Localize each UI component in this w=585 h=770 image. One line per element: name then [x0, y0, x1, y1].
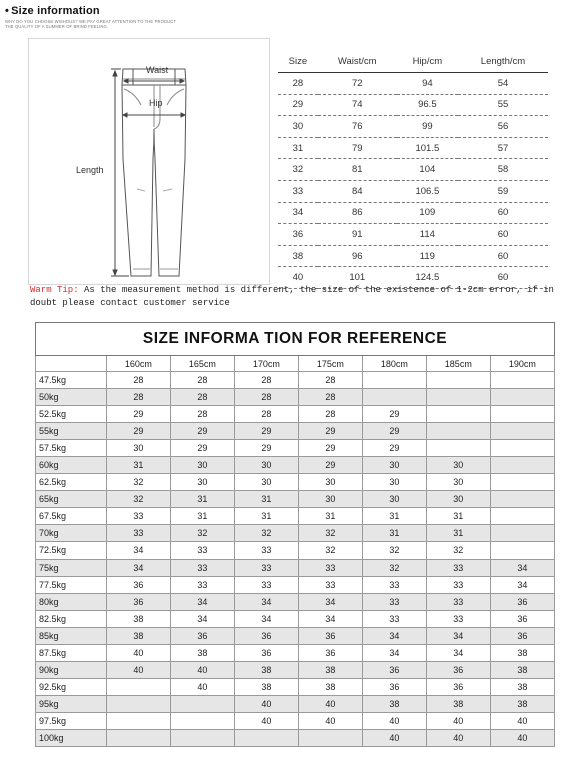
size-cell — [426, 389, 490, 406]
table-row — [36, 372, 555, 389]
size-cell: 28 — [234, 372, 298, 389]
size-cell: 34 — [234, 610, 298, 627]
size-cell: 30 — [170, 457, 234, 474]
size-cell: 36 — [426, 678, 490, 695]
pants-outline-icon — [29, 39, 269, 284]
table-row — [278, 116, 548, 138]
table-row — [36, 729, 555, 746]
size-cell: 38 — [298, 661, 362, 678]
size-cell: 34 — [362, 644, 426, 661]
size-cell: 36 — [170, 627, 234, 644]
table-cell: 99 — [397, 116, 458, 138]
subtitle-line-1: WHY DO YOU CHOOSE WISHOUS? WE PAY GREAT ATTENTION TO THE PRODUCT — [5, 19, 176, 24]
table-cell: 60 — [458, 245, 548, 267]
table-row — [36, 678, 555, 695]
size-cell: 31 — [234, 508, 298, 525]
table-row — [36, 389, 555, 406]
table-cell: 114 — [397, 224, 458, 246]
measurement-table — [278, 50, 548, 289]
size-cell: 33 — [170, 559, 234, 576]
size-cell: 34 — [234, 593, 298, 610]
hip-label: Hip — [149, 98, 163, 108]
table-cell: 59 — [458, 180, 548, 202]
table-row — [36, 474, 555, 491]
table-row — [278, 180, 548, 202]
size-cell: 36 — [490, 627, 554, 644]
size-cell: 38 — [426, 695, 490, 712]
size-cell — [426, 423, 490, 440]
size-cell: 33 — [426, 593, 490, 610]
height-header-cell: 175cm — [298, 356, 362, 372]
size-cell: 28 — [106, 389, 170, 406]
size-cell: 40 — [298, 712, 362, 729]
size-cell: 30 — [362, 491, 426, 508]
weight-cell: 77.5kg — [36, 576, 107, 593]
table-cell: 91 — [318, 224, 397, 246]
size-cell: 34 — [170, 610, 234, 627]
weight-cell: 65kg — [36, 491, 107, 508]
measurement-table-header — [278, 50, 548, 73]
table-row — [36, 559, 555, 576]
size-cell: 33 — [234, 559, 298, 576]
size-cell: 33 — [298, 559, 362, 576]
table-cell: 57 — [458, 137, 548, 159]
size-cell: 40 — [362, 712, 426, 729]
size-cell: 29 — [362, 406, 426, 423]
size-cell — [490, 406, 554, 423]
size-cell: 33 — [298, 576, 362, 593]
size-cell: 33 — [426, 559, 490, 576]
warm-tip-text: As the measurement method is different, the size of the existence of 1-2cm error, if in doubt please contact customer service — [30, 285, 554, 308]
weight-cell: 75kg — [36, 559, 107, 576]
section-title — [5, 5, 100, 17]
size-cell: 38 — [106, 610, 170, 627]
table-cell: 32 — [278, 159, 318, 181]
reference-table-body — [36, 323, 555, 747]
weight-cell: 70kg — [36, 525, 107, 542]
size-cell: 32 — [170, 525, 234, 542]
weight-cell: 100kg — [36, 729, 107, 746]
table-cell: 60 — [458, 202, 548, 224]
table-row — [36, 593, 555, 610]
measurement-column-header: Hip/cm — [397, 50, 458, 73]
weight-cell: 52.5kg — [36, 406, 107, 423]
table-row — [36, 610, 555, 627]
size-cell: 29 — [298, 423, 362, 440]
table-row — [278, 245, 548, 267]
size-cell: 31 — [234, 491, 298, 508]
size-cell: 34 — [106, 559, 170, 576]
size-cell: 30 — [234, 457, 298, 474]
size-cell — [106, 695, 170, 712]
size-cell: 38 — [490, 661, 554, 678]
table-cell: 40 — [278, 267, 318, 289]
table-cell: 36 — [278, 224, 318, 246]
size-cell: 40 — [490, 729, 554, 746]
size-cell: 36 — [298, 644, 362, 661]
table-cell: 106.5 — [397, 180, 458, 202]
weight-cell: 72.5kg — [36, 542, 107, 559]
weight-cell: 55kg — [36, 423, 107, 440]
size-cell: 30 — [426, 457, 490, 474]
height-header-cell: 185cm — [426, 356, 490, 372]
size-cell: 33 — [234, 576, 298, 593]
size-cell: 36 — [490, 610, 554, 627]
size-cell: 38 — [490, 678, 554, 695]
table-cell: 72 — [318, 73, 397, 95]
size-cell: 40 — [298, 695, 362, 712]
measurement-column-header: Length/cm — [458, 50, 548, 73]
weight-cell: 92.5kg — [36, 678, 107, 695]
table-cell: 31 — [278, 137, 318, 159]
size-cell: 29 — [362, 440, 426, 457]
size-cell: 29 — [234, 423, 298, 440]
table-cell: 119 — [397, 245, 458, 267]
bullet-icon: • — [5, 5, 10, 17]
table-row — [36, 406, 555, 423]
table-row — [36, 508, 555, 525]
size-cell — [362, 372, 426, 389]
size-cell — [106, 729, 170, 746]
size-cell — [490, 372, 554, 389]
size-cell: 28 — [234, 406, 298, 423]
height-header-cell: 170cm — [234, 356, 298, 372]
table-cell: 30 — [278, 116, 318, 138]
table-row — [278, 224, 548, 246]
size-cell: 28 — [298, 389, 362, 406]
size-cell: 40 — [234, 695, 298, 712]
warm-tip — [30, 284, 582, 310]
table-cell: 60 — [458, 224, 548, 246]
size-cell: 33 — [362, 576, 426, 593]
corner-cell — [36, 356, 107, 372]
size-cell: 38 — [106, 627, 170, 644]
table-cell: 34 — [278, 202, 318, 224]
table-cell: 55 — [458, 94, 548, 116]
weight-cell: 95kg — [36, 695, 107, 712]
size-cell: 40 — [170, 678, 234, 695]
size-cell: 31 — [426, 508, 490, 525]
size-cell — [426, 406, 490, 423]
size-cell: 32 — [426, 542, 490, 559]
size-cell — [234, 729, 298, 746]
size-cell: 34 — [298, 610, 362, 627]
size-cell: 31 — [170, 491, 234, 508]
table-row — [36, 644, 555, 661]
size-cell: 29 — [170, 423, 234, 440]
table-cell: 33 — [278, 180, 318, 202]
size-cell — [426, 372, 490, 389]
size-cell: 36 — [298, 627, 362, 644]
weight-cell: 90kg — [36, 661, 107, 678]
size-cell: 30 — [362, 457, 426, 474]
table-row — [36, 712, 555, 729]
size-cell: 28 — [298, 406, 362, 423]
table-row — [278, 159, 548, 181]
size-cell: 29 — [106, 423, 170, 440]
size-cell: 34 — [362, 627, 426, 644]
size-cell — [490, 423, 554, 440]
size-cell: 31 — [170, 508, 234, 525]
size-cell: 34 — [426, 627, 490, 644]
height-header-cell: 190cm — [490, 356, 554, 372]
size-cell — [106, 712, 170, 729]
size-cell: 32 — [298, 525, 362, 542]
size-cell: 33 — [426, 576, 490, 593]
weight-cell: 80kg — [36, 593, 107, 610]
size-cell: 30 — [362, 474, 426, 491]
table-row — [36, 525, 555, 542]
size-cell — [490, 508, 554, 525]
size-cell: 30 — [298, 491, 362, 508]
size-cell — [490, 525, 554, 542]
section-title-text: Size information — [11, 5, 100, 17]
table-row — [36, 457, 555, 474]
size-cell: 36 — [106, 593, 170, 610]
table-cell: 81 — [318, 159, 397, 181]
size-cell: 31 — [362, 525, 426, 542]
table-cell: 101.5 — [397, 137, 458, 159]
size-cell: 33 — [170, 542, 234, 559]
table-cell: 104 — [397, 159, 458, 181]
size-cell: 36 — [362, 678, 426, 695]
size-cell: 36 — [234, 627, 298, 644]
table-cell: 79 — [318, 137, 397, 159]
reference-table — [35, 322, 555, 747]
size-cell: 31 — [362, 508, 426, 525]
size-cell: 36 — [426, 661, 490, 678]
table-cell: 101 — [318, 267, 397, 289]
table-cell: 28 — [278, 73, 318, 95]
waist-label: Waist — [146, 65, 169, 75]
size-cell — [490, 389, 554, 406]
weight-cell: 67.5kg — [36, 508, 107, 525]
size-cell: 38 — [234, 661, 298, 678]
measurement-column-header: Waist/cm — [318, 50, 397, 73]
size-cell: 40 — [426, 729, 490, 746]
table-row — [36, 491, 555, 508]
size-cell — [170, 695, 234, 712]
size-cell: 34 — [170, 593, 234, 610]
table-row — [278, 73, 548, 95]
size-cell: 31 — [426, 525, 490, 542]
size-cell — [170, 729, 234, 746]
table-row — [36, 542, 555, 559]
height-header-cell: 180cm — [362, 356, 426, 372]
table-cell: 38 — [278, 245, 318, 267]
weight-cell: 82.5kg — [36, 610, 107, 627]
table-cell: 109 — [397, 202, 458, 224]
size-cell: 40 — [426, 712, 490, 729]
size-cell: 29 — [298, 440, 362, 457]
size-cell: 30 — [106, 440, 170, 457]
table-cell: 86 — [318, 202, 397, 224]
size-cell: 36 — [362, 661, 426, 678]
pants-diagram — [28, 38, 270, 285]
size-cell — [490, 457, 554, 474]
size-cell — [490, 491, 554, 508]
size-information-section — [0, 0, 585, 318]
size-cell: 32 — [362, 542, 426, 559]
table-cell: 56 — [458, 116, 548, 138]
size-cell: 30 — [234, 474, 298, 491]
table-cell: 29 — [278, 94, 318, 116]
size-cell: 38 — [170, 644, 234, 661]
size-cell: 38 — [490, 644, 554, 661]
size-cell — [426, 440, 490, 457]
table-cell: 96.5 — [397, 94, 458, 116]
table-row — [278, 202, 548, 224]
size-cell — [490, 440, 554, 457]
table-cell: 54 — [458, 73, 548, 95]
size-cell: 32 — [106, 474, 170, 491]
size-cell: 30 — [426, 474, 490, 491]
table-cell: 124.5 — [397, 267, 458, 289]
size-cell: 40 — [234, 712, 298, 729]
size-cell: 40 — [106, 644, 170, 661]
table-cell: 60 — [458, 267, 548, 289]
size-cell: 28 — [106, 372, 170, 389]
height-header-cell: 165cm — [170, 356, 234, 372]
size-cell: 40 — [362, 729, 426, 746]
size-cell: 33 — [234, 542, 298, 559]
table-row — [36, 576, 555, 593]
table-cell: 84 — [318, 180, 397, 202]
size-cell: 40 — [490, 712, 554, 729]
size-cell: 31 — [298, 508, 362, 525]
size-cell: 33 — [106, 508, 170, 525]
size-cell: 33 — [170, 576, 234, 593]
size-cell: 40 — [106, 661, 170, 678]
size-cell: 34 — [426, 644, 490, 661]
weight-cell: 62.5kg — [36, 474, 107, 491]
table-cell: 76 — [318, 116, 397, 138]
size-cell: 29 — [106, 406, 170, 423]
size-cell — [490, 542, 554, 559]
size-cell: 33 — [106, 525, 170, 542]
size-cell: 30 — [170, 474, 234, 491]
size-cell: 32 — [362, 559, 426, 576]
size-cell: 36 — [234, 644, 298, 661]
size-cell: 28 — [170, 372, 234, 389]
size-cell: 38 — [362, 695, 426, 712]
size-cell: 34 — [298, 593, 362, 610]
weight-cell: 60kg — [36, 457, 107, 474]
weight-cell: 85kg — [36, 627, 107, 644]
table-row — [278, 137, 548, 159]
weight-cell: 97.5kg — [36, 712, 107, 729]
size-cell — [106, 678, 170, 695]
table-row — [36, 661, 555, 678]
height-header-cell: 160cm — [106, 356, 170, 372]
table-row — [36, 440, 555, 457]
size-cell: 28 — [298, 372, 362, 389]
table-cell: 74 — [318, 94, 397, 116]
table-row — [36, 423, 555, 440]
size-cell: 34 — [106, 542, 170, 559]
size-cell — [490, 474, 554, 491]
size-cell: 28 — [170, 389, 234, 406]
size-cell — [298, 729, 362, 746]
size-cell: 28 — [234, 389, 298, 406]
size-cell: 32 — [298, 542, 362, 559]
size-cell — [362, 389, 426, 406]
size-cell: 29 — [298, 457, 362, 474]
table-row — [36, 627, 555, 644]
table-cell: 96 — [318, 245, 397, 267]
measurement-column-header: Size — [278, 50, 318, 73]
size-cell: 40 — [170, 661, 234, 678]
section-subtitle — [5, 19, 205, 29]
size-cell: 29 — [362, 423, 426, 440]
measurement-table-body — [278, 73, 548, 289]
size-cell: 33 — [426, 610, 490, 627]
size-cell: 31 — [106, 457, 170, 474]
size-cell: 34 — [490, 559, 554, 576]
size-cell: 28 — [170, 406, 234, 423]
weight-cell: 87.5kg — [36, 644, 107, 661]
size-cell: 38 — [298, 678, 362, 695]
reference-title: SIZE INFORMA TION FOR REFERENCE — [36, 323, 555, 356]
subtitle-line-2: THE QUALITY OF A SUMMER OF BRIND FEELING. — [5, 24, 109, 29]
size-cell: 33 — [362, 593, 426, 610]
table-cell: 58 — [458, 159, 548, 181]
table-row — [36, 695, 555, 712]
size-cell: 29 — [170, 440, 234, 457]
table-cell: 94 — [397, 73, 458, 95]
reference-height-header — [36, 356, 555, 372]
size-cell: 38 — [490, 695, 554, 712]
size-cell: 30 — [298, 474, 362, 491]
weight-cell: 47.5kg — [36, 372, 107, 389]
length-label: Length — [76, 165, 104, 175]
size-cell: 32 — [234, 525, 298, 542]
size-cell: 33 — [362, 610, 426, 627]
warm-tip-label: Warm Tip: — [30, 285, 79, 295]
size-cell: 30 — [426, 491, 490, 508]
table-row — [278, 94, 548, 116]
size-cell: 29 — [234, 440, 298, 457]
weight-cell: 57.5kg — [36, 440, 107, 457]
size-cell: 38 — [234, 678, 298, 695]
size-cell: 36 — [106, 576, 170, 593]
size-cell: 32 — [106, 491, 170, 508]
size-cell — [170, 712, 234, 729]
size-cell: 36 — [490, 593, 554, 610]
size-cell: 34 — [490, 576, 554, 593]
weight-cell: 50kg — [36, 389, 107, 406]
